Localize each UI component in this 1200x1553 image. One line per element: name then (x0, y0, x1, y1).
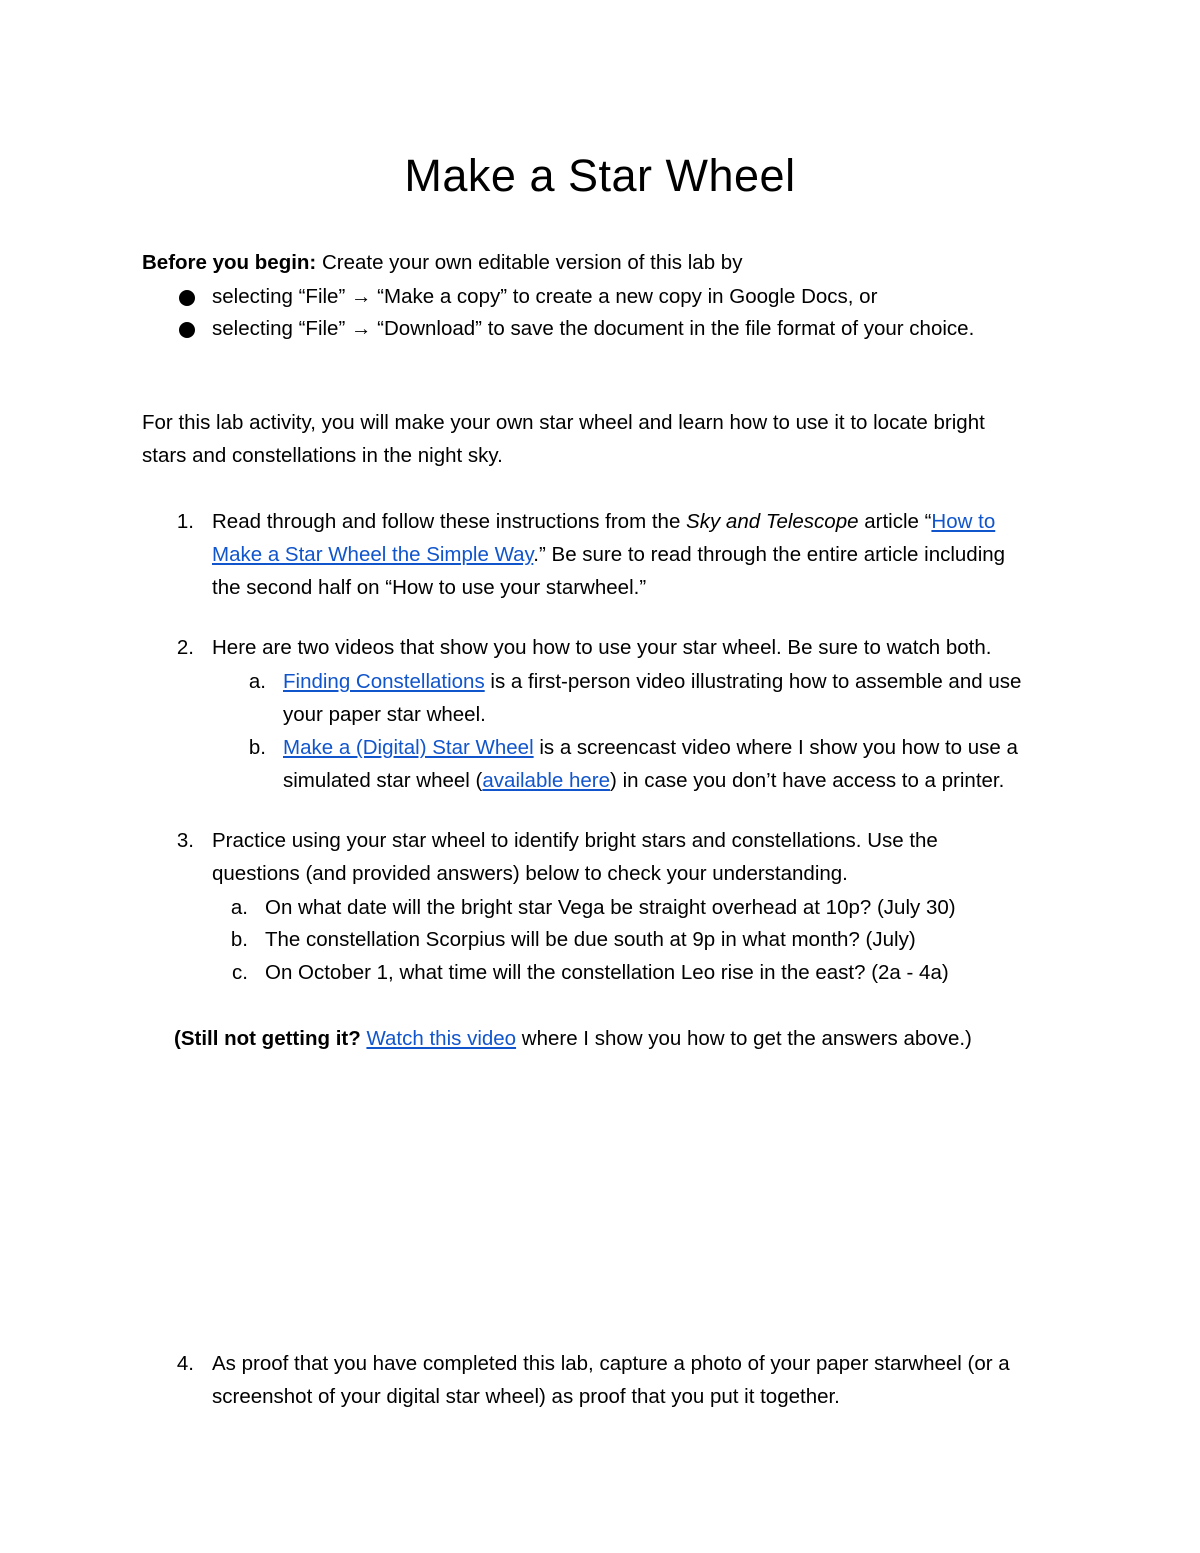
help-note (174, 1022, 972, 1055)
step-3-number: 3. (176, 829, 194, 852)
page-title: Make a Star Wheel (404, 150, 796, 201)
step-1-mid: article “ (858, 510, 932, 533)
step-2b-line-2-post: ) in case you don’t have access to a printer. (610, 769, 1005, 792)
step-3b-letter: b. (230, 928, 248, 951)
step-3c-letter: c. (232, 961, 248, 984)
intro-paragraph-line-2: stars and constellations in the night sky. (142, 444, 503, 467)
step-4-line-2: screenshot of your digital star wheel) as proof that you put it together. (212, 1385, 840, 1408)
intro-bullet-1: selecting “File” → “Make a copy” to create a new copy in Google Docs, or (212, 285, 878, 308)
step-1-pre: Read through and follow these instructions from the (212, 510, 687, 533)
step-3a-question: On what date will the bright star Vega be straight overhead at 10p? (July 30) (265, 896, 956, 919)
bullet-icon (179, 322, 195, 338)
digital-star-wheel-link[interactable]: Make a (Digital) Star Wheel (283, 736, 534, 759)
step-2a-text: is a first-person video illustrating how to assemble and use (484, 670, 1022, 693)
star-wheel-article-link[interactable]: How to (931, 510, 996, 533)
intro-lead-text: Create your own editable version of this lab by (316, 251, 743, 274)
intro-bullet-2: selecting “File” → “Download” to save the document in the file format of your choice. (212, 317, 975, 340)
available-here-link[interactable]: available here (482, 769, 611, 792)
step-3a-letter: a. (230, 896, 248, 919)
step-3-line-2: questions (and provided answers) below to check your understanding. (212, 862, 848, 885)
finding-constellations-link[interactable]: Finding Constellations (283, 670, 485, 693)
watch-video-link[interactable]: Watch this video (366, 1027, 517, 1050)
step-1-publication: Sky and Telescope (686, 510, 859, 533)
step-1-number: 1. (176, 510, 194, 533)
step-2a-line-2: your paper star wheel. (283, 703, 486, 726)
star-wheel-article-link-cont[interactable]: Make a Star Wheel the Simple Way (212, 543, 534, 566)
step-1-line-3: the second half on “How to use your starwheel.” (212, 576, 647, 599)
step-4-number: 4. (176, 1352, 194, 1375)
step-2b-line-2-pre: simulated star wheel ( (283, 769, 483, 792)
step-2b-line-1 (283, 731, 1018, 764)
bullet-icon (179, 290, 195, 306)
help-note-text: where I show you how to get the answers above.) (516, 1027, 972, 1050)
step-2a-line-1 (283, 665, 1021, 698)
step-2b-text: is a screencast video where I show you how to use a (533, 736, 1018, 759)
step-4-line-1: As proof that you have completed this lab, capture a photo of your paper starwheel (or a (212, 1352, 1010, 1375)
intro-line (142, 246, 742, 279)
step-1-line-1 (212, 505, 995, 538)
step-2-number: 2. (176, 636, 194, 659)
step-2-line-1: Here are two videos that show you how to use your star wheel. Be sure to watch both. (212, 636, 992, 659)
step-2a-letter: a. (248, 670, 266, 693)
step-3-line-1: Practice using your star wheel to identify bright stars and constellations. Use the (212, 829, 938, 852)
step-3b-question: The constellation Scorpius will be due south at 9p in what month? (July) (265, 928, 916, 951)
intro-lead-bold: Before you begin: (142, 251, 317, 274)
help-note-bold: (Still not getting it? (174, 1027, 361, 1050)
step-3c-question: On October 1, what time will the constellation Leo rise in the east? (2a - 4a) (265, 961, 949, 984)
intro-paragraph-line-1: For this lab activity, you will make your own star wheel and learn how to use it to locate bright (142, 411, 985, 434)
step-1-line-2 (212, 538, 1005, 571)
step-2b-line-2 (283, 764, 1004, 797)
step-2b-letter: b. (248, 736, 266, 759)
step-1-post: .” Be sure to read through the entire article including (533, 543, 1006, 566)
